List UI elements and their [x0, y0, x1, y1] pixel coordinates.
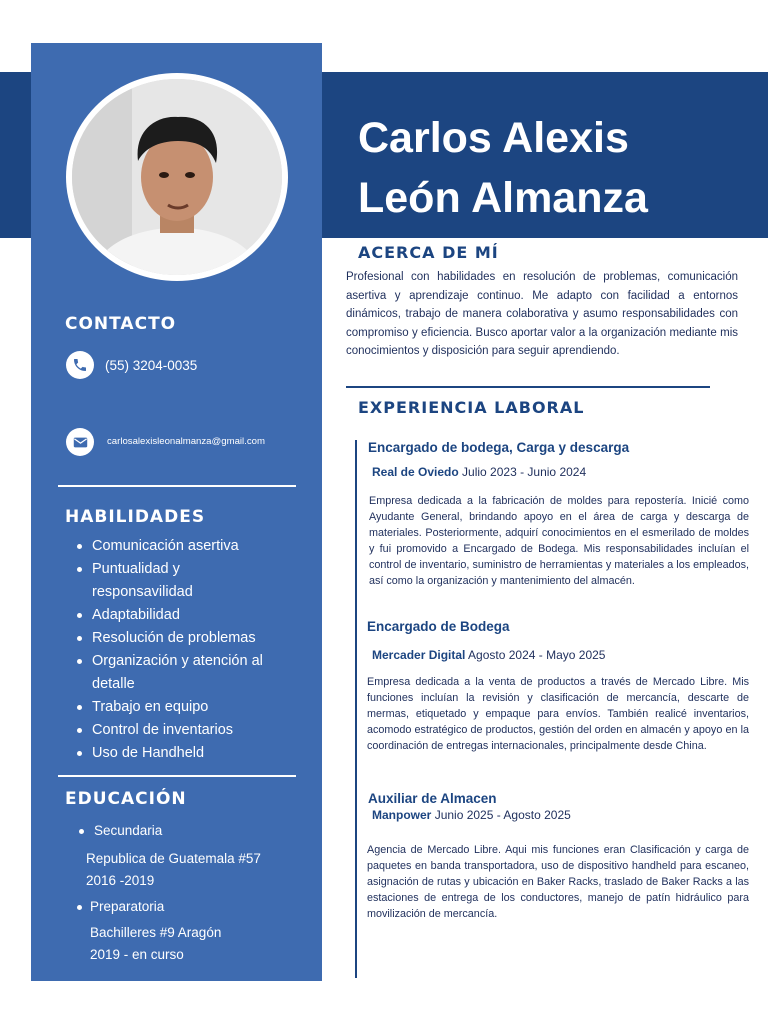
education-school: Republica de Guatemala #57: [86, 851, 261, 866]
job-company: Real de Oviedo: [372, 465, 459, 479]
sidebar-divider: [58, 485, 296, 487]
job-dates: Junio 2025 - Agosto 2025: [434, 808, 571, 822]
about-heading: ACERCA DE MÍ: [358, 243, 499, 262]
contact-heading: CONTACTO: [65, 314, 177, 334]
education-heading: EDUCACIÓN: [65, 789, 187, 809]
sidebar-divider: [58, 775, 296, 777]
phone-number[interactable]: (55) 3204-0035: [105, 358, 198, 373]
timeline-line: [355, 440, 357, 978]
avatar: [72, 79, 282, 275]
education-school: Bachilleres #9 Aragón: [90, 925, 222, 940]
job-title: Encargado de bodega, Carga y descarga: [368, 440, 630, 455]
job-description: Empresa dedicada a la venta de productos a través de Mercado Libre. Mis funciones incluían la revisión y clasificación de mercancía, descarte de mermas, etiquetado y empaque para envíos. También realicé inventarios, acomodo estratégico de productos, gestión del orden en almacén y apoyo en la coordinación de entregas internacionales, principalmente desde China.: [367, 676, 749, 752]
job-meta: [372, 808, 571, 822]
skill-item: Comunicación asertiva: [75, 535, 315, 558]
skills-list: [75, 535, 315, 765]
job-dates: Agosto 2024 - Mayo 2025: [468, 648, 606, 662]
job-title: Encargado de Bodega: [367, 619, 510, 634]
mail-icon: [66, 428, 94, 456]
about-text: Profesional con habilidades en resolución de problemas, comunicación asertiva y aprendizaje continuo. Me adapto con facilidad a entornos dinámicos, trabajo de manera colaborativa y asumo responsabilidades con compromiso y eficiencia. Busco aportar valor a la organización mediante mis conocimientos y disposición para seguir aprendiendo.: [346, 271, 738, 357]
bullet: [77, 905, 82, 910]
full-name: [358, 108, 758, 228]
job-company: Mercader Digital: [372, 648, 466, 662]
job-meta: [372, 465, 586, 479]
skill-item: Uso de Handheld: [75, 742, 315, 765]
education-level: Preparatoria: [90, 899, 165, 914]
job-description: Agencia de Mercado Libre. Aqui mis funciones eran Clasificación y carga de paquetes en banda transportadora, uso de dispositivo handheld para escaneo, asignación de rutas y ubicación en Baker Racks, traslado de Baker Racks a las estaciones de entrega de los conductores, manejo de patín hidráulico para movilización de mercancía.: [367, 844, 749, 920]
skill-item: Puntualidad y: [75, 558, 315, 581]
name-line-2: León Almanza: [358, 174, 648, 222]
profile-photo: [72, 79, 282, 275]
bullet: [79, 829, 84, 834]
job-title: Auxiliar de Almacen: [368, 791, 497, 806]
job-dates: Julio 2023 - Junio 2024: [462, 465, 587, 479]
experience-heading: EXPERIENCIA LABORAL: [358, 398, 585, 417]
education-years: 2016 -2019: [86, 873, 155, 888]
skill-item: Adaptabilidad: [75, 604, 315, 627]
skill-item: Resolución de problemas: [75, 627, 315, 650]
job-meta: [372, 648, 605, 662]
skills-heading: HABILIDADES: [65, 507, 206, 527]
email-address[interactable]: carlosalexisleonalmanza@gmail.com: [107, 436, 265, 447]
skill-item: Trabajo en equipo: [75, 696, 315, 719]
education-years: 2019 - en curso: [90, 947, 184, 962]
job-description: Empresa dedicada a la fabricación de moldes para repostería. Inicié como Ayudante General, brindando apoyo en el área de carga y descarga de materiales. Posteriormente, adquirí conocimientos en el esmerilado de moldes y fui promovido a Encargado de Bodega. Mis responsabilidades incluían el control de inventario, suministro de herramientas y materiales a los empleados, así como la organización y mantenimiento del almacén.: [369, 495, 749, 587]
section-rule: [346, 386, 710, 388]
skill-item-continuation: responsavilidad: [92, 584, 193, 600]
skill-item: Organización y atención al: [75, 650, 315, 673]
skill-item: Control de inventarios: [75, 719, 315, 742]
skill-item-continuation: detalle: [92, 676, 135, 692]
phone-icon: [66, 351, 94, 379]
name-line-1: Carlos Alexis: [358, 114, 629, 162]
job-company: Manpower: [372, 808, 432, 822]
education-level: Secundaria: [94, 823, 163, 838]
